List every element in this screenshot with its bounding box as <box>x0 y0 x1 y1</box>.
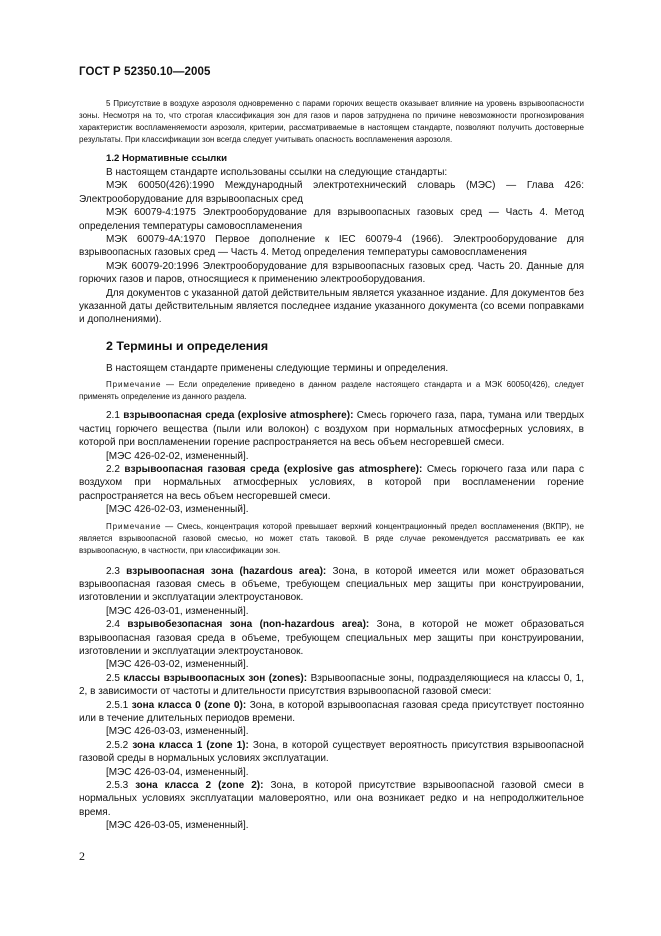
term-number: 2.3 <box>106 565 127 577</box>
term-number: 2.5.2 <box>106 739 133 751</box>
term-source: [МЭС 426-03-01, измененный]. <box>106 605 249 617</box>
term-definition: Взрывоопасные зоны, подразделяющиеся на классы 0, 1, 2, в зависимости от частоты и длительности присутствия взрывоопасной газовой смеси: <box>79 672 585 698</box>
term-definition: Зона, в которой существует вероятность присутствия взрывоопасной газовой среды в нормальных условиях эксплуатации. <box>79 739 584 765</box>
normative-ref: МЭК 60050(426):1990 Международный электротехнический словарь (МЭС) — Глава 426: Электрооборудование для взрывоопасных сред <box>79 180 584 205</box>
section-2-intro: В настоящем стандарте применены следующие термины и определения. <box>106 362 449 374</box>
section-1-2-intro: В настоящем стандарте использованы ссылки на следующие стандарты: <box>106 167 448 178</box>
normative-ref: МЭК 60079-4А:1970 Первое дополнение к IEC 60079-4 (1966). Электрооборудование для взрывоопасных газовых сред — Часть 4. Метод определения температуры самовоспламенения <box>79 234 584 259</box>
term-source: [МЭС 426-03-04, измененный]. <box>106 766 249 778</box>
term-number: 2.5.1 <box>106 699 132 711</box>
page-number: 2 <box>79 849 85 863</box>
term-title: взрывоопасная газовая среда (explosive gas atmosphere): <box>124 463 423 475</box>
term-number: 2.5.3 <box>106 780 136 792</box>
term-2-4 <box>79 618 584 658</box>
term-2-1 <box>79 409 584 449</box>
section-2-heading: 2 Термины и определения <box>106 338 269 353</box>
term-2-2 <box>79 463 584 503</box>
term-title: зона класса 2 (zone 2): <box>135 780 264 792</box>
note-text: — Смесь, концентрация которой превышает верхний концентрационный предел воспламенения (ВКПР), не является взрывоопасной газовой смесью, но может стать таковой. В ряде случае рекомендуется рассматривать ее как взрывоопасную, в частности, при классификации зон. <box>79 521 584 555</box>
term-title: классы взрывоопасных зон (zones): <box>123 672 308 684</box>
term-2-5-2 <box>79 739 584 766</box>
term-source: [МЭС 426-03-03, измененный]. <box>106 726 249 738</box>
normative-ref: МЭК 60079-4:1975 Электрооборудование для взрывоопасных газовых сред — Часть 4. Метод определения температуры самовоспламенения <box>79 207 584 232</box>
term-source: [МЭС 426-02-03, измененный]. <box>106 504 249 516</box>
term-definition: Смесь горючего газа или пара с воздухом при нормальных атмосферных условиях, в которой при воспламенении горение распространяется на весь объем несгоревшей смеси. <box>79 463 584 502</box>
term-title: зона класса 1 (zone 1): <box>132 739 249 751</box>
dated-references-note: Для документов с указанной датой действительным является указанное издание. Для документов без указанной даты действительным является последнее издание указанного документа (со всеми поправками и дополнениями). <box>79 287 584 326</box>
note-label: Примечание <box>106 380 162 390</box>
term-source: [МЭС 426-03-05, измененный]. <box>106 820 249 832</box>
term-number: 2.1 <box>106 410 124 422</box>
term-number: 2.5 <box>106 672 124 684</box>
term-definition: Зона, в которой не может образоваться взрывоопасная газовая среда в объеме, требующем специальных мер защиты при конструировании, изготовлении и эксплуатации электроустановок. <box>79 619 584 657</box>
term-definition: Зона, в которой присутствие взрывоопасной газовой смеси в нормальных условиях эксплуатации маловероятно, или она возникает редко и на непродолжительное время. <box>79 780 584 818</box>
term-number: 2.2 <box>106 463 125 475</box>
term-2-3 <box>79 565 584 605</box>
term-title: взрывоопасная среда (explosive atmosphere): <box>123 410 354 422</box>
note-5: 5 Присутствие в воздухе аэрозоля одновременно с парами горючих веществ оказывает влияние на уровень взрывоопасности зоны. Несмотря на то, что строгая классификация зон для газов и паров затруднена по причине невозможности прогнозирования характеристик воспламеняемости аэрозоля, критерии, рассматриваемые в настоящем стандарте, позволяют получить достоверные результаты. При классификации зон всегда следует учитывать опасность воспламенения аэрозоля. <box>79 99 584 144</box>
term-definition: Зона, в которой имеется или может образоваться взрывоопасная газовая смесь в объеме, требующем специальных мер защиты при конструировании, изготовлении и эксплуатации электроустановок. <box>79 565 584 604</box>
term-title: взрывоопасная зона (hazardous area): <box>126 565 327 577</box>
term-source: [МЭС 426-03-02, измененный]. <box>106 659 249 671</box>
term-definition: Зона, в которой взрывоопасная газовая среда присутствует постоянно или в течение длительных периодов времени. <box>79 699 584 724</box>
page-content <box>79 98 584 833</box>
term-definition: Смесь горючего газа, пара, тумана или твердых частиц горючего вещества (пыли или волокон) с воздухом при нормальных атмосферных условиях, в которой при воспламенении горение распространяется на весь объем несгоревшей смеси. <box>79 410 584 449</box>
term-2-5-3 <box>79 779 584 819</box>
note-1 <box>79 379 584 403</box>
normative-ref: МЭК 60079-20:1996 Электрооборудование для взрывоопасных газовых сред. Часть 20. Данные для горючих газов и паров, относящиеся к применению электрооборудования. <box>79 260 584 286</box>
note-label: Примечание <box>106 521 162 531</box>
note-text: — Если определение приведено в данном разделе настоящего стандарта и а МЭК 60050(426), следует применять определение из данного раздела. <box>79 380 584 402</box>
term-2-5-1 <box>79 699 584 726</box>
document-header: ГОСТ Р 52350.10—2005 <box>79 66 211 78</box>
note-2 <box>79 521 584 557</box>
section-1-2-heading: 1.2 Нормативные ссылки <box>106 153 227 164</box>
term-number: 2.4 <box>106 619 128 631</box>
term-title: зона класса 0 (zone 0): <box>131 699 247 711</box>
term-2-5 <box>79 672 584 699</box>
term-title: взрывобезопасная зона (non-hazardous area): <box>127 619 370 631</box>
term-source: [МЭС 426-02-02, измененный]. <box>106 450 249 462</box>
